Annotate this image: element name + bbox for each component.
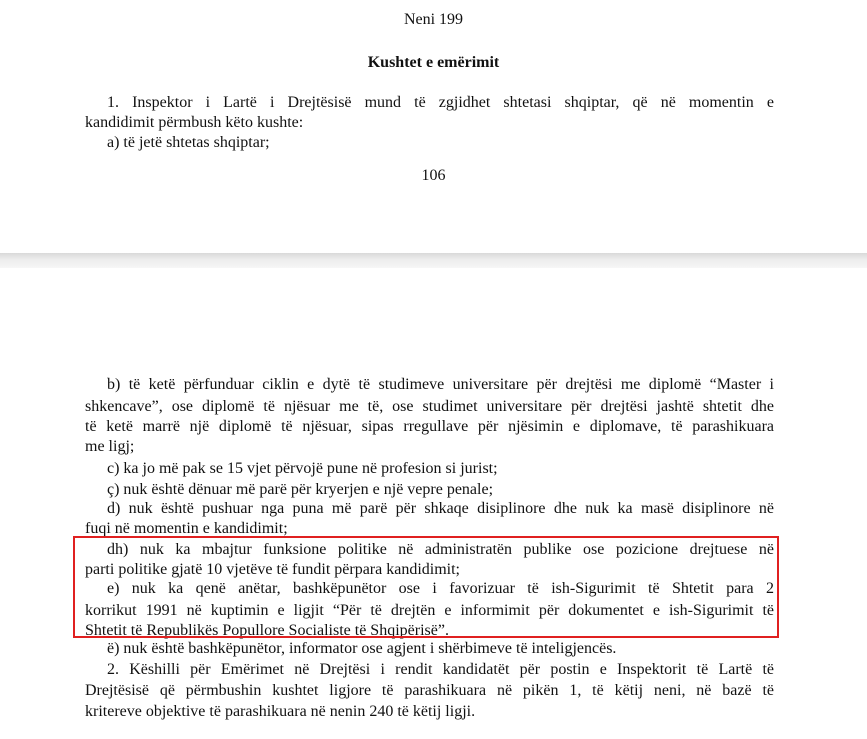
- item-b-line-3: të ketë marrë një diplomë të njësuar, sipas rregullave për njësimin e diplomave, të parashikuara: [85, 418, 774, 435]
- paragraph-2-line-1: 2. Këshilli për Emërimet në Drejtësi i rendit kandidatët për postin e Inspektorit të Lartë të: [107, 661, 774, 678]
- item-e-line-3: Shtetit të Republikës Popullore Socialiste të Shqipërisë”.: [85, 622, 449, 639]
- item-dh-line-2: parti politike gjatë 10 vjetëve të fundit përpara kandidimit;: [85, 561, 460, 578]
- item-e-line-2: korrikut 1991 në kuptimin e ligjit “Për të drejtën e informimit për dokumentet e ish-Sigurimit të: [85, 602, 774, 619]
- item-a: a) të jetë shtetas shqiptar;: [107, 134, 270, 151]
- paragraph-1-line-2: kandidimit përmbush këto kushte:: [85, 114, 304, 131]
- item-d-line-1: d) nuk është pushuar nga puna më parë për shkaqe disiplinore dhe nuk ka masë disiplinore në: [107, 500, 774, 517]
- paragraph-2-line-2: Drejtësisë që përmbushin kushtet ligjore të parashikuara në pikën 1, të këtij neni, në bazë të: [85, 682, 774, 699]
- page-separator: [0, 253, 867, 268]
- article-number: Neni 199: [403, 11, 464, 28]
- highlight-box: [73, 536, 779, 638]
- item-e-line-1: e) nuk ka qenë anëtar, bashkëpunëtor ose i favorizuar të ish-Sigurimit të Shtetit para 2: [107, 580, 774, 597]
- item-b-line-1: b) të ketë përfunduar ciklin e dytë të studimeve universitare për drejtësi me diplomë “Master i: [107, 376, 774, 393]
- item-b-line-2: shkencave”, ose diplomë të njësuar me të, ose studimet universitare për drejtësi jashtë shtetit dhe: [85, 398, 774, 415]
- item-c: c) ka jo më pak se 15 vjet përvojë pune në profesion si jurist;: [107, 460, 498, 477]
- item-e-diaeresis: ë) nuk është bashkëpunëtor, informator ose agjent i shërbimeve të inteligjencës.: [107, 640, 617, 657]
- page-number: 106: [421, 167, 446, 184]
- paragraph-1-line-1: 1. Inspektor i Lartë i Drejtësisë mund të zgjidhet shtetasi shqiptar, që në momentin e: [107, 94, 774, 111]
- item-b-line-4: me ligj;: [85, 438, 135, 455]
- item-c-cedilla: ç) nuk është dënuar më parë për kryerjen e një vepre penale;: [107, 481, 494, 498]
- item-d-line-2: fuqi në momentin e kandidimit;: [85, 520, 288, 537]
- article-title: Kushtet e emërimit: [367, 54, 500, 71]
- paragraph-2-line-3: kritereve objektive të parashikuara në nenin 240 të këtij ligji.: [85, 703, 476, 720]
- item-dh-line-1: dh) nuk ka mbajtur funksione politike në administratën publike ose pozicione drejtuese në: [107, 541, 774, 558]
